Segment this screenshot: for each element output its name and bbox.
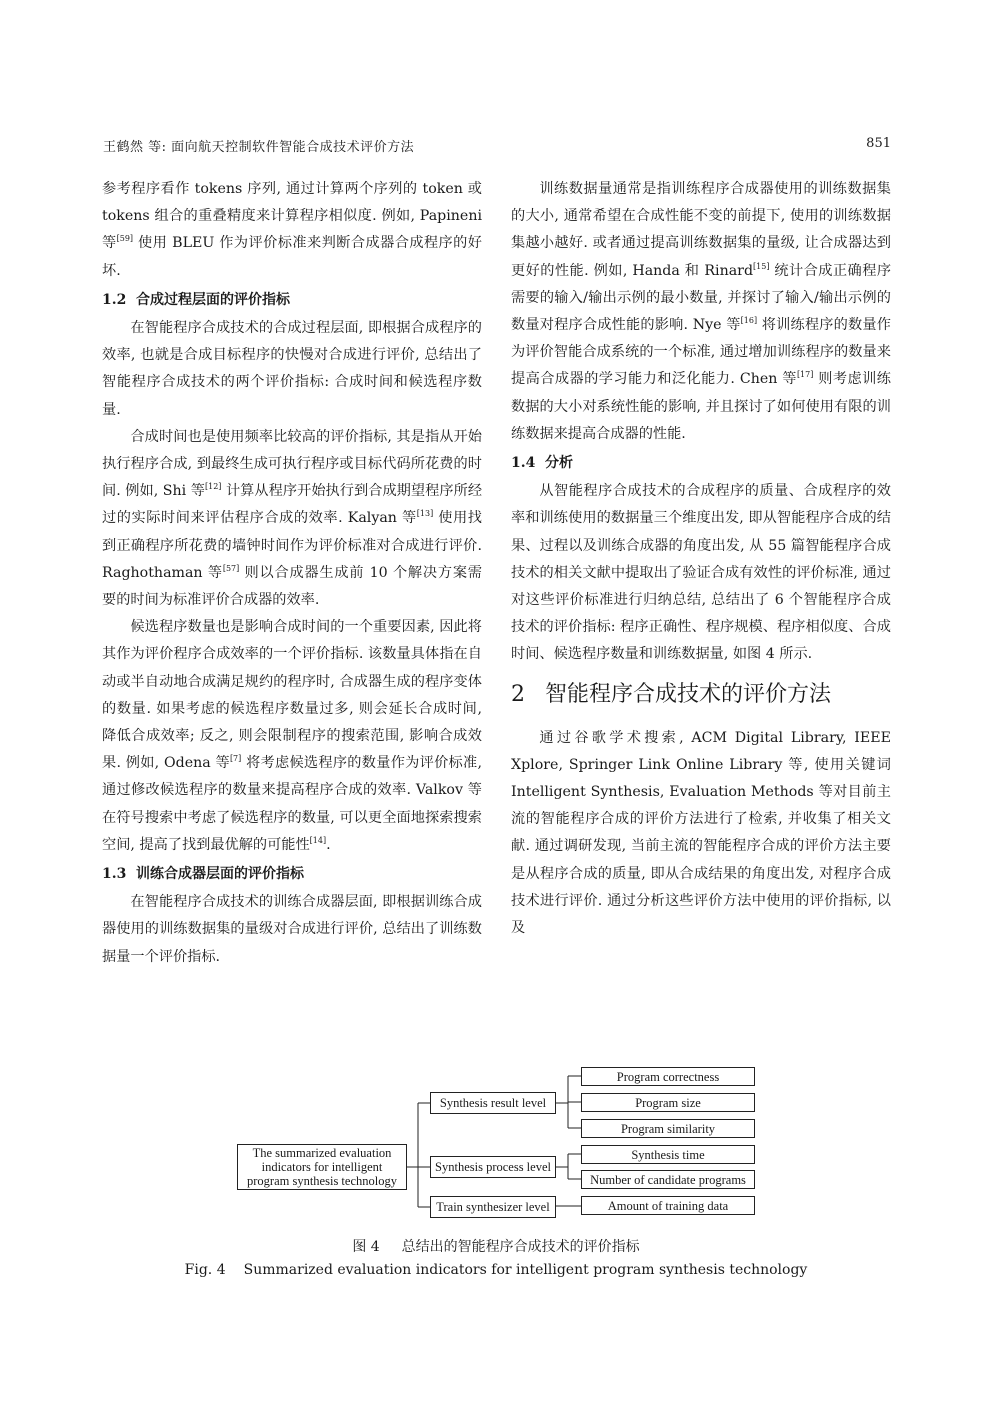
citation[interactable]: [15] [753, 261, 770, 271]
section-heading-1-2: 1.2 合成过程层面的评价指标 [102, 291, 290, 308]
running-header: 王鹤然 等: 面向航天控制软件智能合成技术评价方法 [103, 140, 415, 155]
paragraph: 训练数据量通常是指训练程序合成器使用的训练数据集的大小, 通常希望在合成性能不变的前提下, 使用的训练数据集越小越好. 或者通过提高训练数据集的量级, 让合成器达到更好的性能. 例如, Handa 和 Rinard[15] 统计合成正确程序需要的输入/输出示例的最小数量, 并探讨了输入/输出示例的数量对程序合成性能的影响. Nye 等[16] 将训练程序的数量作为评价智能合成系统的一个标准, 通过增加训练程序的数量来提高合成器的学习能力和泛化能力. Chen 等[17] 则考虑训练数据的大小对系统性能的影响, 并且探讨了如何使用有限的训练数据来提高合成器的性能. [511, 181, 892, 442]
diagram-node-result-level: Synthesis result level [430, 1092, 556, 1114]
left-column [102, 176, 482, 971]
page-number: 851 [866, 136, 891, 151]
diagram-leaf-synthesis-time: Synthesis time [581, 1145, 755, 1164]
diagram-leaf-training-data: Amount of training data [581, 1196, 755, 1215]
diagram-node-process-level: Synthesis process level [430, 1156, 556, 1178]
citation[interactable]: [16] [740, 316, 758, 326]
figure-caption-en: Fig. 4 Summarized evaluation indicators for intelligent program synthesis technology [184, 1262, 808, 1278]
citation[interactable]: [7] [229, 754, 242, 764]
diagram-leaf-correctness: Program correctness [581, 1067, 755, 1086]
diagram-root-node: The summarized evaluation indicators for intelligent program synthesis technology [237, 1144, 407, 1190]
section-heading-1-4: 1.4 分析 [511, 455, 573, 472]
paragraph: 候选程序数量也是影响合成时间的一个重要因素, 因此将其作为评价程序合成效率的一个评价指标. 该数量具体指在自动或半自动地合成满足规约的程序时, 合成器生成的程序变体的数量. 如果考虑的候选程序数量过多, 则会延长合成时间, 降低合成效率; 反之, 则会限制程序的搜索范围, 影响合成效果. 例如, Odena 等[7] 将考虑候选程序的数量作为评价标准, 通过修改候选程序的数量来提高程序合成的效率. Valkov 等在符号搜索中考虑了候选程序的数量, 可以更全面地探索搜索空间, 提高了找到最优解的可能性[14]. [102, 619, 482, 853]
paragraph: 在智能程序合成技术的合成过程层面, 即根据合成程序的效率, 也就是合成目标程序的快慢对合成进行评价, 总结出了智能程序合成技术的两个评价指标: 合成时间和候选程序数量. [102, 320, 482, 418]
diagram-node-train-level: Train synthesizer level [430, 1196, 556, 1218]
section-heading-2: 2 智能程序合成技术的评价方法 [511, 681, 832, 707]
diagram-leaf-candidate-programs: Number of candidate programs [581, 1170, 755, 1189]
section-heading-1-3: 1.3 训练合成器层面的评价指标 [102, 866, 304, 883]
figure-caption-cn: 图 4 总结出的智能程序合成技术的评价指标 [352, 1239, 640, 1255]
right-column [511, 176, 891, 942]
diagram-leaf-size: Program size [581, 1093, 755, 1112]
citation[interactable]: [14] [309, 835, 327, 845]
paragraph: 参考程序看作 tokens 序列, 通过计算两个序列的 token 或 tokens 组合的重叠精度来计算程序相似度. 例如, Papineni 等[59] 使用 BLEU 作为评价标准来判断合成器合成程序的好坏. [102, 181, 482, 279]
paragraph: 合成时间也是使用频率比较高的评价指标, 其是指从开始执行程序合成, 到最终生成可执行程序或目标代码所花费的时间. 例如, Shi 等[12] 计算从程序开始执行到合成期望程序所经过的实际时间来评估程序合成的效率. Kalyan 等[13] 使用找到正确程序所花费的墙钟时间作为评价标准对合成进行评价. Raghothaman 等[57] 则以合成器生成前 10 个解决方案需要的时间为标准评价合成器的效率. [102, 428, 483, 609]
diagram-leaf-similarity: Program similarity [581, 1119, 755, 1138]
citation[interactable]: [59] [116, 234, 134, 244]
citation[interactable]: [13] [416, 509, 434, 519]
citation[interactable]: [17] [796, 370, 814, 380]
paragraph: 在智能程序合成技术的训练合成器层面, 即根据训练合成器使用的训练数据集的量级对合成进行评价, 总结出了训练数据量一个评价指标. [102, 894, 482, 965]
citation[interactable]: [12] [204, 482, 222, 492]
paragraph: 通过谷歌学术搜索, ACM Digital Library, IEEE Xplore, Springer Link Online Library 等, 使用关键词 Intelligent Synthesis, Evaluation Methods 等对目前主流的智能程序合成的评价方法进行了检索, 并收集了相关文献. 通过调研发现, 当前主流的智能程序合成的评价方法主要是从程序合成的质量, 即从合成结果的角度出发, 对程序合成技术进行评价. 通过分析这些评价方法中使用的评价指标, 以及 [511, 729, 891, 937]
paragraph: 从智能程序合成技术的合成程序的质量、合成程序的效率和训练使用的数据量三个维度出发, 即从智能程序合成的结果、过程以及训练合成器的角度出发, 从 55 篇智能程序合成技术的相关文献中提取出了验证合成有效性的评价标准, 通过对这些评价标准进行归纳总结, 总结出了 6 个智能程序合成技术的评价指标: 程序正确性、程序规模、程序相似度、合成时间、候选程序数量和训练数据量, 如图 4 所示. [511, 483, 891, 663]
citation[interactable]: [57] [222, 563, 240, 573]
